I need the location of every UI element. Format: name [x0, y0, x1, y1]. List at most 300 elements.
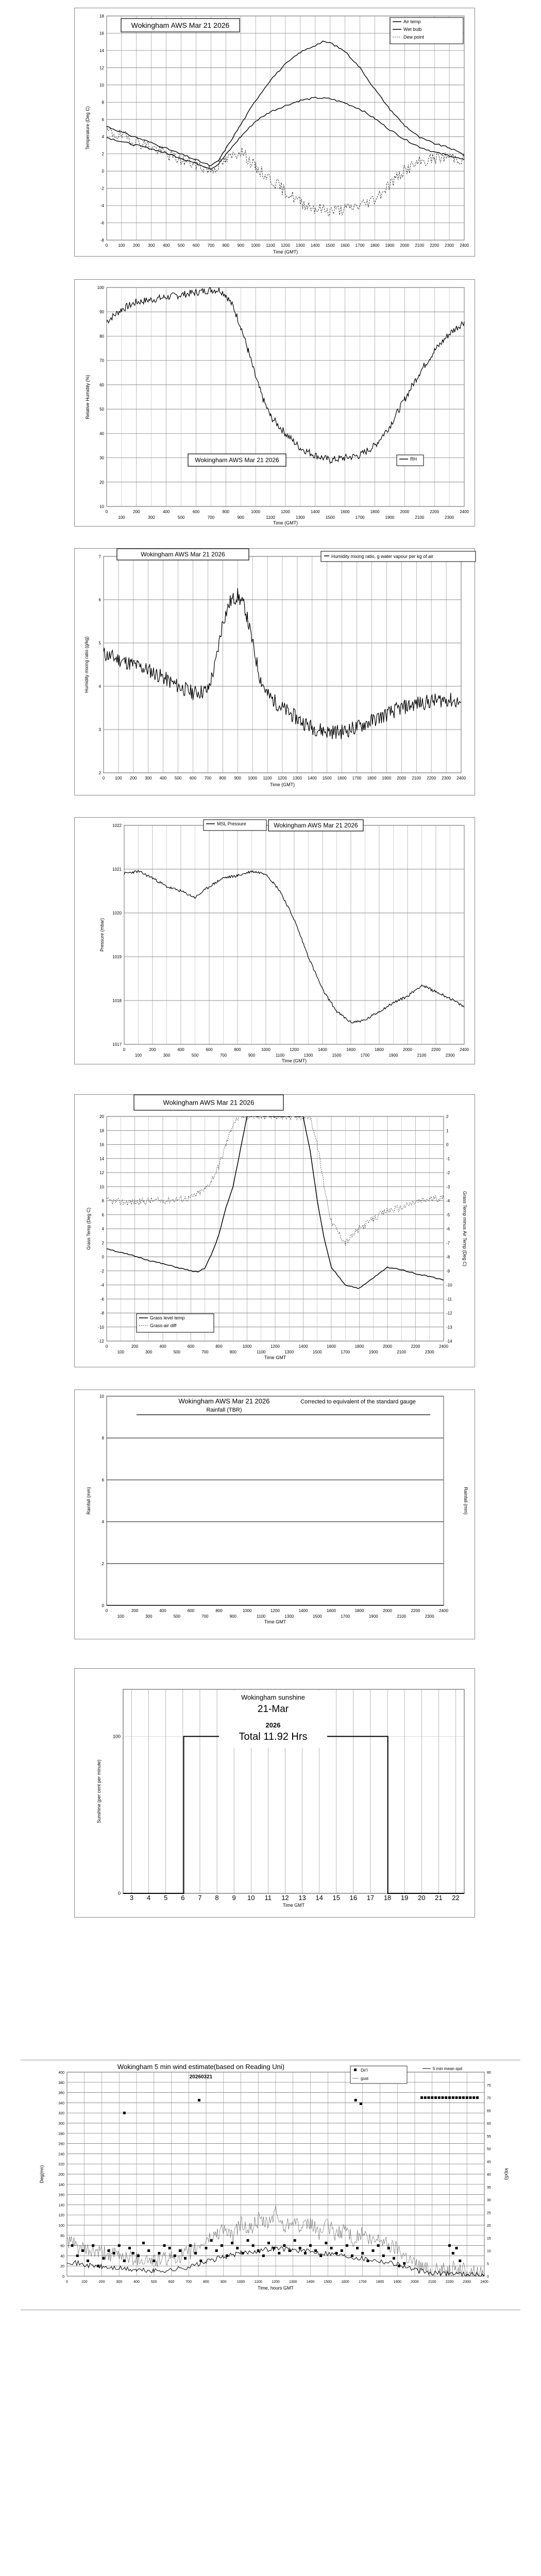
x-tick-label-lower: 1500: [332, 1053, 342, 1058]
x-tick-label-lower: 300: [163, 1053, 171, 1058]
x-tick-label: 1400: [318, 1047, 327, 1052]
x-tick-label: 1700: [352, 776, 362, 781]
x-tick-label: 1400: [298, 1608, 308, 1613]
x-tick-label: 0: [66, 2280, 68, 2284]
direction-point: [466, 2096, 468, 2099]
grass-chart-group: [86, 1095, 467, 1360]
y-tick-label: 20: [99, 1114, 104, 1119]
x-tick-label: 2200: [430, 510, 439, 514]
x-tick-label-lower: 1100: [257, 1614, 266, 1619]
y-tick-label: 240: [58, 2153, 64, 2157]
x-tick-label: 600: [168, 2280, 175, 2284]
direction-point: [469, 2096, 472, 2099]
right-y-tick-label: 20: [487, 2224, 491, 2228]
x-tick-label: 19: [400, 1894, 409, 1902]
y-tick-label: 90: [99, 310, 104, 315]
x-tick-label: 2400: [457, 776, 466, 781]
y-tick-label: 0: [117, 1891, 121, 1896]
x-tick-label-lower: 1500: [325, 515, 335, 520]
x-tick-label: 2200: [445, 2280, 454, 2284]
y-tick-label: 4: [102, 1227, 104, 1231]
y-tick-label: 1022: [112, 823, 122, 828]
direction-point: [158, 2252, 160, 2255]
y-tick-label: 4: [102, 1519, 104, 1524]
x-tick-label: 400: [159, 1344, 166, 1349]
x-tick-label: 400: [162, 243, 170, 248]
temperature-chart-panel: [74, 8, 475, 257]
x-tick-label-lower: 500: [191, 1053, 199, 1058]
y-tick-label: 30: [99, 455, 104, 461]
y-axis-label: Relative Humidity (%): [85, 375, 90, 419]
right-y-tick-label: -9: [446, 1268, 450, 1274]
y-tick-label: 360: [58, 2091, 64, 2095]
x-axis-label: Time GMT: [264, 1619, 286, 1624]
x-tick-label-lower: 1500: [312, 1614, 322, 1619]
y-tick-label: 140: [58, 2204, 64, 2208]
x-tick-label: 2000: [400, 510, 410, 514]
direction-point: [278, 2252, 280, 2255]
x-tick-label: 400: [133, 2280, 140, 2284]
x-tick-label-lower: 500: [177, 515, 185, 520]
direction-point: [71, 2244, 74, 2247]
x-tick-label: 700: [207, 243, 215, 248]
y-tick-label: 7: [98, 554, 101, 559]
x-tick-label: 13: [298, 1894, 306, 1902]
x-tick-label-lower: 2100: [397, 1614, 407, 1619]
chart-year: 2026: [265, 1721, 281, 1729]
chart-total: Total 11.92 Hrs: [239, 1731, 308, 1742]
right-y-tick-label: -2: [446, 1171, 450, 1175]
mixing-ratio-chart-panel: [74, 548, 475, 795]
direction-point: [267, 2242, 270, 2244]
direction-point: [198, 2099, 200, 2102]
x-tick-label: 1600: [340, 510, 350, 514]
wind-chart-group: [39, 2063, 509, 2291]
y-tick-label: 6: [102, 1212, 104, 1217]
right-y-tick-label: -4: [446, 1198, 450, 1204]
x-tick-label: 600: [187, 1344, 195, 1349]
y-tick-label: 320: [58, 2112, 64, 2116]
direction-point: [210, 2239, 213, 2242]
x-tick-label: 4: [147, 1894, 151, 1902]
x-tick-label: 2400: [480, 2280, 488, 2284]
x-tick-label: 1500: [325, 243, 335, 248]
direction-point: [424, 2096, 427, 2099]
right-y-tick-label: -1: [446, 1156, 450, 1161]
x-tick-label: 1600: [337, 776, 347, 781]
y-tick-label: 1017: [112, 1042, 122, 1047]
y-axis-label: Sunshine (per cent per minute): [96, 1759, 102, 1823]
y-tick-label: 60: [99, 382, 104, 387]
x-tick-label: 0: [105, 510, 108, 514]
right-y-tick-label: -14: [446, 1339, 452, 1344]
chart-title: Wokingham AWS Mar 21 2026: [163, 1098, 255, 1107]
temp-chart-group: [85, 14, 469, 255]
x-tick-label: 1000: [242, 1608, 252, 1613]
direction-point: [153, 2260, 155, 2262]
pressure-chart-panel: [74, 817, 475, 1064]
x-tick-label: 9: [232, 1894, 236, 1902]
y-tick-label: -2: [100, 1268, 104, 1274]
right-y-tick-label: 60: [487, 2122, 491, 2126]
y-tick-label: 0: [102, 1603, 104, 1608]
direction-point: [445, 2096, 447, 2099]
x-tick-label: 200: [133, 243, 140, 248]
y-axis-label: Grass Temp (Deg C): [86, 1207, 91, 1250]
x-tick-label: 1200: [290, 1047, 299, 1052]
x-tick-label: 500: [177, 243, 185, 248]
x-tick-label: 600: [189, 776, 197, 781]
x-tick-label: 1400: [306, 2280, 315, 2284]
x-tick-label: 1600: [327, 1344, 336, 1349]
x-tick-label: 8: [215, 1894, 219, 1902]
x-tick-label: 2000: [400, 243, 410, 248]
x-tick-label: 400: [159, 776, 167, 781]
direction-point: [431, 2096, 433, 2099]
chart-note: Corrected to equivalent of the standard gauge: [300, 1399, 416, 1405]
humidity-chart: [75, 280, 475, 526]
y-tick-label: 20: [99, 480, 104, 485]
x-axis-label: Time (GMT): [281, 1058, 307, 1063]
direction-point: [455, 2096, 458, 2099]
x-tick-label: 1000: [251, 510, 261, 514]
direction-point: [179, 2249, 181, 2252]
x-tick-label-lower: 900: [229, 1614, 236, 1619]
y-tick-label: 0: [62, 2275, 64, 2279]
direction-point: [252, 2244, 255, 2247]
rainfall-chart-panel: [74, 1389, 475, 1639]
x-tick-label-lower: 1100: [257, 1350, 266, 1354]
legend-label: Air temp: [403, 19, 421, 24]
direction-point: [257, 2249, 260, 2252]
x-tick-label-lower: 1900: [388, 1053, 398, 1058]
x-tick-label-lower: 2300: [445, 1053, 455, 1058]
right-y-axis-label: Rainfall (mm): [463, 1487, 468, 1515]
direction-point: [448, 2096, 451, 2099]
right-y-tick-label: 1: [446, 1128, 449, 1133]
direction-point: [356, 2247, 359, 2249]
y-tick-label: 18: [99, 1128, 104, 1133]
x-tick-label: 100: [115, 776, 122, 781]
y-tick-label: 80: [60, 2234, 64, 2238]
direction-point: [87, 2260, 89, 2262]
humidity-chart-panel: [74, 279, 475, 527]
direction-point: [194, 2252, 197, 2255]
x-tick-label: 1000: [242, 1344, 252, 1349]
chart-title: Wokingham AWS Mar 21 2026: [274, 822, 358, 829]
x-tick-label: 1300: [289, 2280, 297, 2284]
right-y-tick-label: -3: [446, 1184, 450, 1190]
x-axis-label: Time (GMT): [273, 249, 298, 255]
direction-point: [360, 2103, 362, 2105]
x-tick-label: 800: [222, 243, 230, 248]
x-tick-label-lower: 1300: [284, 1350, 294, 1354]
x-axis-label: Time, hours GMT: [258, 2285, 294, 2291]
x-tick-label-lower: 2100: [397, 1350, 407, 1354]
direction-point: [366, 2260, 369, 2262]
x-tick-label: 700: [185, 2280, 192, 2284]
x-tick-label: 1100: [254, 2280, 262, 2284]
direction-point: [382, 2255, 385, 2257]
x-tick-label-lower: 1900: [368, 1614, 378, 1619]
y-tick-label: 2: [102, 151, 104, 157]
x-tick-label: 2400: [439, 1608, 448, 1613]
x-axis-label: Time (GMT): [273, 520, 298, 526]
direction-point: [226, 2255, 228, 2257]
x-tick-label: 300: [145, 776, 152, 781]
x-tick-label: 0: [105, 1608, 108, 1613]
y-tick-label: 10: [99, 1184, 104, 1190]
x-tick-label: 1100: [263, 776, 272, 781]
y-tick-label: 20: [60, 2265, 64, 2269]
y-tick-label: -2: [100, 186, 104, 191]
x-tick-label: 0: [102, 776, 105, 781]
x-tick-label-lower: 1300: [303, 1053, 313, 1058]
direction-point: [189, 2244, 192, 2247]
y-axis-label: Rainfall (mm): [86, 1487, 91, 1515]
right-y-tick-label: 45: [487, 2160, 491, 2164]
right-y-tick-label: 75: [487, 2083, 491, 2088]
direction-point: [294, 2239, 296, 2242]
direction-point: [452, 2252, 454, 2255]
y-tick-label: 12: [99, 65, 104, 71]
plot-area: [107, 1396, 444, 1605]
direction-point: [241, 2252, 244, 2255]
x-tick-label: 1400: [310, 243, 320, 248]
y-tick-label: -4: [100, 204, 104, 209]
x-tick-label-lower: 700: [201, 1614, 209, 1619]
x-tick-label: 22: [452, 1894, 460, 1902]
x-tick-label: 1000: [261, 1047, 270, 1052]
x-tick-label-lower: 2300: [425, 1350, 434, 1354]
right-y-tick-label: -13: [446, 1325, 452, 1330]
y-tick-label: 120: [58, 2214, 64, 2218]
x-tick-label: 1800: [354, 1344, 364, 1349]
x-tick-label: 300: [148, 243, 155, 248]
x-tick-label: 800: [215, 1344, 223, 1349]
legend-label: Wet bulb: [403, 27, 422, 32]
direction-point: [341, 2249, 343, 2252]
y-tick-label: 2: [102, 1241, 104, 1246]
x-tick-label: 18: [383, 1894, 392, 1902]
x-tick-label: 2200: [411, 1608, 420, 1613]
x-tick-label: 500: [150, 2280, 157, 2284]
direction-point: [428, 2096, 430, 2099]
y-tick-label: 10: [99, 504, 104, 509]
x-tick-label-lower: 2100: [415, 515, 425, 520]
rainfall-chart: [75, 1390, 475, 1639]
legend-label: Dew point: [403, 35, 425, 40]
direction-point: [215, 2249, 218, 2252]
x-tick-label: 2000: [411, 2280, 419, 2284]
y-tick-label: 300: [58, 2122, 64, 2126]
x-tick-label: 1100: [266, 243, 275, 248]
x-tick-label: 5: [164, 1894, 168, 1902]
x-tick-label: 800: [234, 1047, 241, 1052]
y-axis-label: Deg(mn): [39, 2165, 44, 2183]
y-tick-label: 18: [99, 14, 104, 19]
x-tick-label-lower: 500: [173, 1614, 180, 1619]
x-tick-label: 6: [181, 1894, 185, 1902]
y-tick-label: 6: [102, 117, 104, 122]
x-tick-label: 600: [192, 243, 200, 248]
direction-point: [438, 2096, 441, 2099]
right-y-tick-label: 25: [487, 2211, 491, 2215]
x-tick-label-lower: 1700: [341, 1614, 350, 1619]
x-tick-label-lower: 1300: [296, 515, 305, 520]
x-tick-label: 0: [105, 1344, 108, 1349]
x-tick-label: 2200: [411, 1344, 420, 1349]
y-tick-label: 14: [99, 48, 104, 53]
right-y-tick-label: 5: [487, 2262, 489, 2266]
y-tick-label: 1018: [112, 998, 122, 1003]
direction-point: [455, 2247, 458, 2249]
x-tick-label: 1000: [248, 776, 258, 781]
legend-label: Humidity mixing ratio, g water vapour per kg of air: [331, 554, 434, 559]
x-tick-label: 1800: [376, 2280, 384, 2284]
direction-point: [459, 2260, 461, 2262]
x-tick-label: 2200: [427, 776, 436, 781]
right-y-tick-label: 80: [487, 2071, 491, 2075]
x-tick-label: 1600: [327, 1608, 336, 1613]
direction-point: [205, 2247, 208, 2249]
x-tick-label-lower: 900: [248, 1053, 256, 1058]
y-tick-label: 40: [60, 2255, 64, 2259]
y-axis-label: Humidity mixing ratio (g/kg): [84, 636, 89, 693]
x-tick-label: 7: [198, 1894, 202, 1902]
x-axis-label: Time GMT: [282, 1903, 305, 1908]
direction-point: [184, 2257, 187, 2260]
right-y-axis-label: kt(x5): [504, 2168, 509, 2180]
x-tick-label: 1700: [358, 2280, 367, 2284]
y-tick-label: 160: [58, 2193, 64, 2197]
right-y-tick-label: 30: [487, 2198, 491, 2202]
direction-point: [123, 2260, 126, 2262]
direction-point: [128, 2247, 131, 2249]
direction-point: [299, 2247, 301, 2249]
y-tick-label: 70: [99, 358, 104, 363]
x-tick-label: 2200: [430, 243, 439, 248]
x-tick-label: 1600: [341, 2280, 349, 2284]
direction-point: [289, 2249, 291, 2252]
legend-label: Dir'l: [361, 2068, 368, 2073]
x-tick-label: 100: [81, 2280, 88, 2284]
direction-point: [137, 2255, 140, 2257]
x-tick-label: 1800: [370, 243, 380, 248]
x-tick-label: 500: [174, 776, 182, 781]
direction-point: [377, 2244, 380, 2247]
x-tick-label: 1400: [298, 1344, 308, 1349]
x-tick-label: 1500: [324, 2280, 332, 2284]
x-tick-label: 1000: [236, 2280, 245, 2284]
x-tick-label: 600: [206, 1047, 213, 1052]
y-tick-label: 80: [99, 334, 104, 339]
grass-temp-chart-panel: [74, 1094, 475, 1367]
direction-point: [97, 2265, 99, 2267]
x-tick-label: 2300: [463, 2280, 471, 2284]
x-tick-label-lower: 1900: [385, 515, 395, 520]
x-tick-label: 1500: [322, 776, 332, 781]
direction-point: [325, 2242, 327, 2244]
x-tick-label: 1800: [367, 776, 377, 781]
y-tick-label: 16: [99, 1142, 104, 1147]
rain-chart-group: [86, 1394, 468, 1624]
y-tick-label: 1019: [112, 955, 122, 959]
x-tick-label-lower: 1900: [368, 1350, 378, 1354]
x-tick-label: 1200: [272, 2280, 280, 2284]
y-tick-label: 1020: [112, 911, 122, 916]
y-tick-label: 1021: [112, 867, 122, 872]
legend-label: Grass-air diff: [150, 1323, 177, 1328]
direction-point: [476, 2096, 479, 2099]
x-tick-label: 200: [131, 1608, 139, 1613]
x-tick-label-lower: 300: [145, 1350, 153, 1354]
legend-label: Grass level temp: [150, 1315, 185, 1320]
x-tick-label: 2400: [439, 1344, 448, 1349]
x-tick-label: 400: [162, 510, 170, 514]
x-tick-label-lower: 2300: [445, 515, 454, 520]
x-tick-label: 800: [215, 1608, 223, 1613]
y-tick-label: 220: [58, 2163, 64, 2167]
direction-point: [273, 2247, 275, 2249]
y-tick-label: 40: [99, 431, 104, 436]
x-tick-label: 1600: [346, 1047, 356, 1052]
direction-point: [113, 2252, 115, 2255]
grass-temp-chart: [75, 1095, 475, 1367]
y-tick-label: 4: [102, 134, 104, 140]
x-tick-label: 11: [264, 1894, 272, 1902]
x-tick-label-lower: 300: [148, 515, 155, 520]
direction-point: [403, 2262, 405, 2265]
x-tick-label: 600: [187, 1608, 195, 1613]
x-tick-label-lower: 1700: [341, 1350, 350, 1354]
mixing-ratio-chart: [75, 549, 475, 795]
y-tick-label: -6: [100, 221, 104, 226]
y-tick-label: 10: [99, 82, 104, 88]
direction-point: [262, 2255, 265, 2257]
x-tick-label-lower: 900: [237, 515, 244, 520]
x-tick-label: 700: [204, 776, 212, 781]
x-tick-label: 2400: [460, 1047, 469, 1052]
y-tick-label: 380: [58, 2081, 64, 2085]
x-tick-label: 1200: [278, 776, 287, 781]
x-tick-label: 2400: [460, 243, 469, 248]
direction-point: [330, 2247, 333, 2249]
y-tick-label: 4: [98, 684, 101, 689]
direction-point: [132, 2252, 134, 2255]
direction-point: [346, 2244, 348, 2247]
direction-point: [398, 2265, 400, 2267]
y-tick-label: 260: [58, 2142, 64, 2146]
direction-point: [462, 2096, 465, 2099]
x-tick-label-lower: 100: [117, 1614, 124, 1619]
direction-point: [448, 2244, 451, 2247]
direction-point: [452, 2096, 454, 2099]
y-axis-label: Temperature (Deg C): [85, 106, 90, 150]
x-tick-label-lower: 500: [173, 1350, 180, 1354]
x-tick-label-lower: 700: [207, 515, 215, 520]
direction-point: [102, 2257, 105, 2260]
x-tick-label: 1800: [354, 1608, 364, 1613]
x-tick-label-lower: 2100: [417, 1053, 427, 1058]
x-tick-label-lower: 100: [134, 1053, 142, 1058]
y-tick-label: 280: [58, 2132, 64, 2136]
y-tick-label: 200: [58, 2173, 64, 2177]
y-tick-label: -12: [98, 1339, 104, 1344]
right-y-tick-label: 35: [487, 2185, 491, 2190]
sunshine-chart: [75, 1669, 475, 1917]
y-axis-label: Pressure (mbar): [99, 918, 105, 952]
